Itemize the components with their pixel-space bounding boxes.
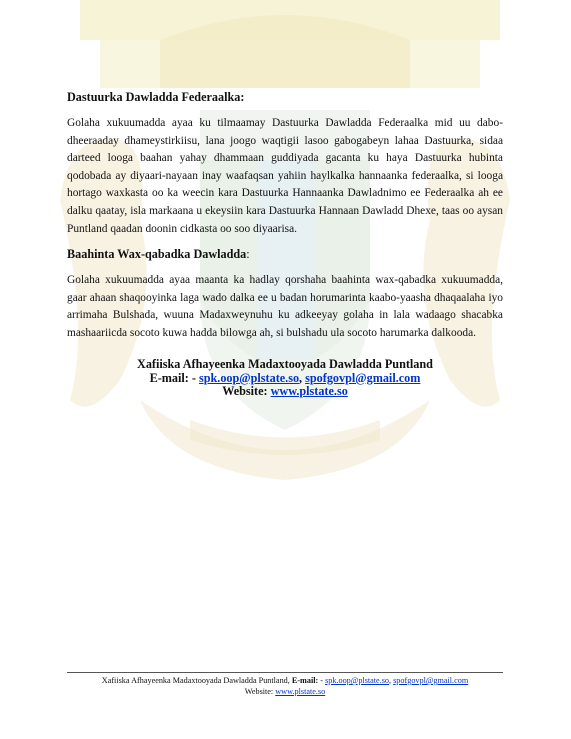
section-title-constitution: Dastuurka Dawladda Federaalka: (67, 90, 245, 104)
footer-email-dash: - (318, 676, 326, 685)
footer-website-label: Website: (244, 687, 276, 696)
signature-website-label: Website: (222, 384, 271, 399)
signature-office: Xafiiska Afhayeenka Madaxtooyada Dawladda Puntland (137, 357, 433, 371)
section-title-publicity-text: Baahinta Wax-qabadka Dawladda (67, 247, 247, 262)
signature-email-label: E-mail: - (149, 370, 199, 385)
footer-office: Xafiiska Afhayeenka Madaxtooyada Dawladda Puntland, (101, 676, 292, 685)
footer-contact-line (67, 675, 503, 686)
section-body-constitution: Golaha xukuumadda ayaa ku tilmaamay Dastuurka Dawladda Federaalka mid uu dabo-dheeraaday dhameystirkiisu, lana joogo waqtigii lasoo gabogabeyn lahaa Dastuurka, sidaa darteed looga baahan yahay dhammaan guddiyada gacanta ku haya Dastuurka hubinta qodobada ay diyaari-nayaan inay waafaqsan yahiin haylkalka hannaanka federaalka, si looga hortago waxkasta oo ka weecin kara Dastuurka Hannaanka Dawladnimo ee Federaalka ah ee dalku qaatay, isla markaana u ekeysiin kara Dastuurka Hannaan Dawladd Dhexe, taas oo aysan Puntland qaadan doonin cidkasta oo soo diyaarisa. (67, 117, 503, 235)
signature-email-link-2[interactable]: spofgovpl@gmail.com (305, 370, 421, 385)
footer-email-link-1[interactable]: spk.oop@plstate.so (325, 676, 390, 685)
signature-website-line (67, 385, 503, 399)
section-title-publicity (67, 247, 503, 262)
signature-email-separator: , (299, 370, 306, 385)
footer-email-separator: , (389, 676, 394, 685)
signature-website-link[interactable]: www.plstate.so (270, 384, 348, 399)
footer-website-link[interactable]: www.plstate.so (275, 687, 326, 696)
signature-block (67, 358, 503, 399)
signature-email-link-1[interactable]: spk.oop@plstate.so (198, 370, 300, 385)
section-body-publicity: Golaha xukuumadda ayaa maanta ka hadlay qorshaha baahinta wax-qabadka xukuumadda, gaar ahaan shaqooyinka laga wado dalka ee u badan horumarinta kaabo-yaasha dhaqaalaha iyo arrimaha Bulshada, wuuna Madaxweynuhu ku adkeeyay golaha in lala wadaago shacabka mashaariicda socoto kuwa hadda bilowga ah, si bulshadu ula socoto harumarka dalkooda. (67, 274, 503, 339)
footer-divider (67, 672, 503, 673)
footer-website-line (67, 686, 503, 697)
footer-email-label: E-mail: (291, 676, 319, 685)
main-content (67, 90, 503, 343)
page-footer (67, 675, 503, 697)
signature-email-line (67, 372, 503, 386)
section-title-colon: : (246, 247, 250, 262)
footer-email-link-2[interactable]: spofgovpl@gmail.com (393, 676, 469, 685)
